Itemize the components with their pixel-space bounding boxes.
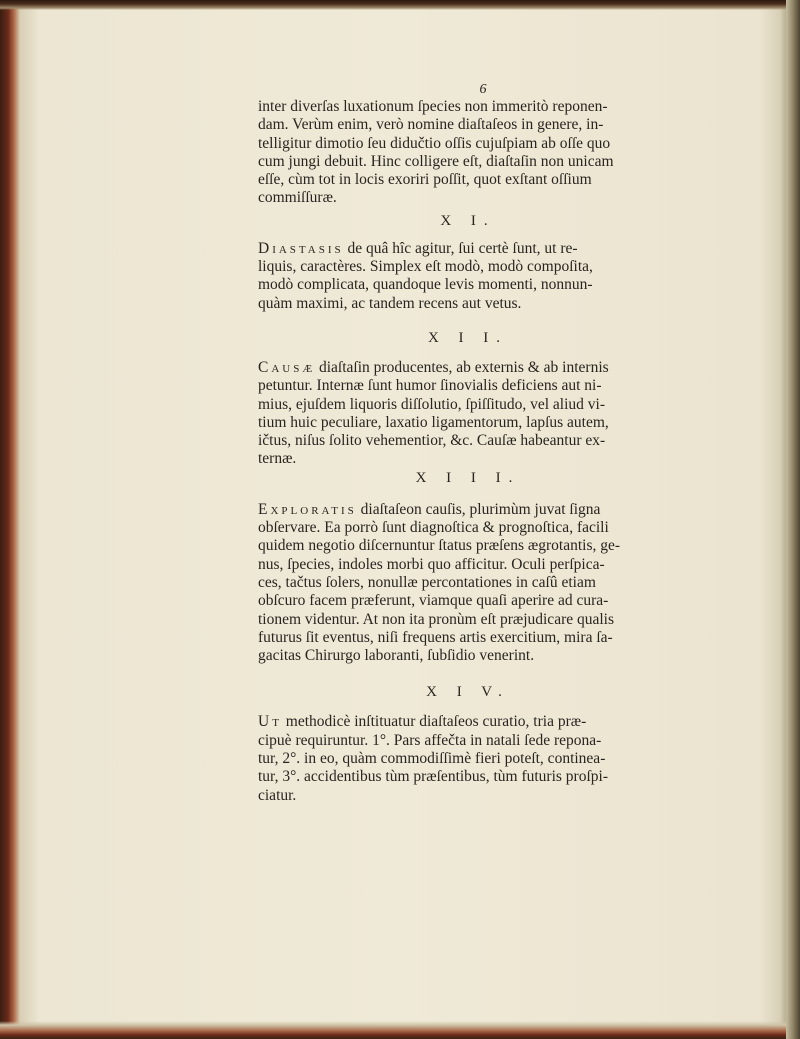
text-line: futurus ſit eventus, niſi frequens artis exercitium, mira ſa- xyxy=(258,628,613,646)
text-line xyxy=(258,359,678,377)
paragraph-xiv xyxy=(258,713,678,804)
text-line: mius, ejuſdem liquoris diſſolutio, ſpiſſitudo, vel aliud vi- xyxy=(258,395,606,413)
page-text-block xyxy=(258,82,678,805)
section-heading-xiv: X I V. xyxy=(426,684,510,701)
text-line: gacitas Chirurgo laboranti, ſubſidio venerint. xyxy=(258,647,535,665)
text-line: modò complicata, quandoque levis momenti, nonnun- xyxy=(258,276,593,294)
text-line: telligitur dimotio ſeu didučtio oſſis cujuſpiam ab oſſe quo xyxy=(258,134,611,152)
text-line: commiſſuræ. xyxy=(258,189,337,207)
text-line: inter diverſas luxationum ſpecies non immeritò reponen- xyxy=(258,98,608,115)
text-line: tionem videntur. At non ita pronùm eſt præjudicare qualis xyxy=(258,610,615,628)
text-line: dam. Verùm enim, verò nomine diaſtaſeos in genere, in- xyxy=(258,116,604,134)
line-text: diaſtaſeon cauſis, plurimùm juvat ſigna xyxy=(360,500,601,518)
text-line: petuntur. Internæ ſunt humor ſinovialis deficiens aut ni- xyxy=(258,377,602,395)
text-line: tur, 2°. in eo, quàm commodiſſimè fieri poteſt, continea- xyxy=(258,750,606,768)
paragraph-xi xyxy=(258,240,678,313)
text-line: quidem negotio diſcernuntur ſtatus præſens ægrotantis, ge- xyxy=(258,537,621,555)
text-line: nus, ſpecies, indoles morbi quo afficitur. Oculi perſpica- xyxy=(258,555,605,573)
paragraph-xiii xyxy=(258,501,678,666)
page-binding-edge xyxy=(786,0,800,1039)
text-line: ces, tačtus ſolers, nonullæ percontationes in caſû etiam xyxy=(258,573,596,591)
page-number: 6 xyxy=(479,82,487,97)
text-line: quàm maximi, ac tandem recens aut vetus. xyxy=(258,294,522,312)
text-line xyxy=(258,240,678,258)
section-heading-xi: X I. xyxy=(440,212,496,229)
text-line: tur, 3°. accidentibus tùm præſentibus, tùm futuris proſpi- xyxy=(258,768,608,786)
section-heading-xiii: X I I I. xyxy=(415,469,521,486)
page-top-edge xyxy=(0,0,800,10)
lead-word: Causæ xyxy=(258,358,316,376)
lead-word: Ut xyxy=(258,713,282,731)
lead-word: Exploratis xyxy=(258,500,357,518)
text-line: tium huic peculiare, laxatio ligamentorum, lapſus autem, xyxy=(258,413,609,431)
paragraph-xii xyxy=(258,359,678,469)
line-text: diaſtaſin producentes, ab externis & ab internis xyxy=(319,358,609,376)
text-line: eſſe, cùm tot in locis exoriri poſſit, quot exſtant oſſium xyxy=(258,171,592,189)
paragraph-intro xyxy=(258,98,678,208)
section-heading-xii: X I I. xyxy=(427,329,509,346)
text-line: obſcuro facem præferunt, viamque quaſi aperire ad cura- xyxy=(258,592,609,610)
text-line: cipuè requiruntur. 1°. Pars affečta in natali ſede repona- xyxy=(258,731,602,749)
text-line: cum jungi debuit. Hinc colligere eſt, diaſtaſin non unicam xyxy=(258,152,614,170)
page-bottom-edge xyxy=(0,1021,800,1039)
line-text: de quâ hîc agitur, ſui certè ſunt, ut re- xyxy=(347,239,578,257)
text-line: ičtus, niſus ſolito vehementior, &c. Cauſæ habeantur ex- xyxy=(258,432,606,450)
line-text: methodicè inſtituatur diaſtaſeos curatio, tria præ- xyxy=(285,713,587,731)
lead-word: Diastasis xyxy=(258,239,344,257)
text-line: ternæ. xyxy=(258,450,297,468)
text-line: obſervare. Ea porrò ſunt diagnoſtica & prognoſtica, facili xyxy=(258,519,609,537)
text-line: ciatur. xyxy=(258,786,297,804)
text-line: liquis, caractères. Simplex eſt modò, modò compoſita, xyxy=(258,258,593,276)
text-line xyxy=(258,501,678,519)
text-line xyxy=(258,713,678,731)
